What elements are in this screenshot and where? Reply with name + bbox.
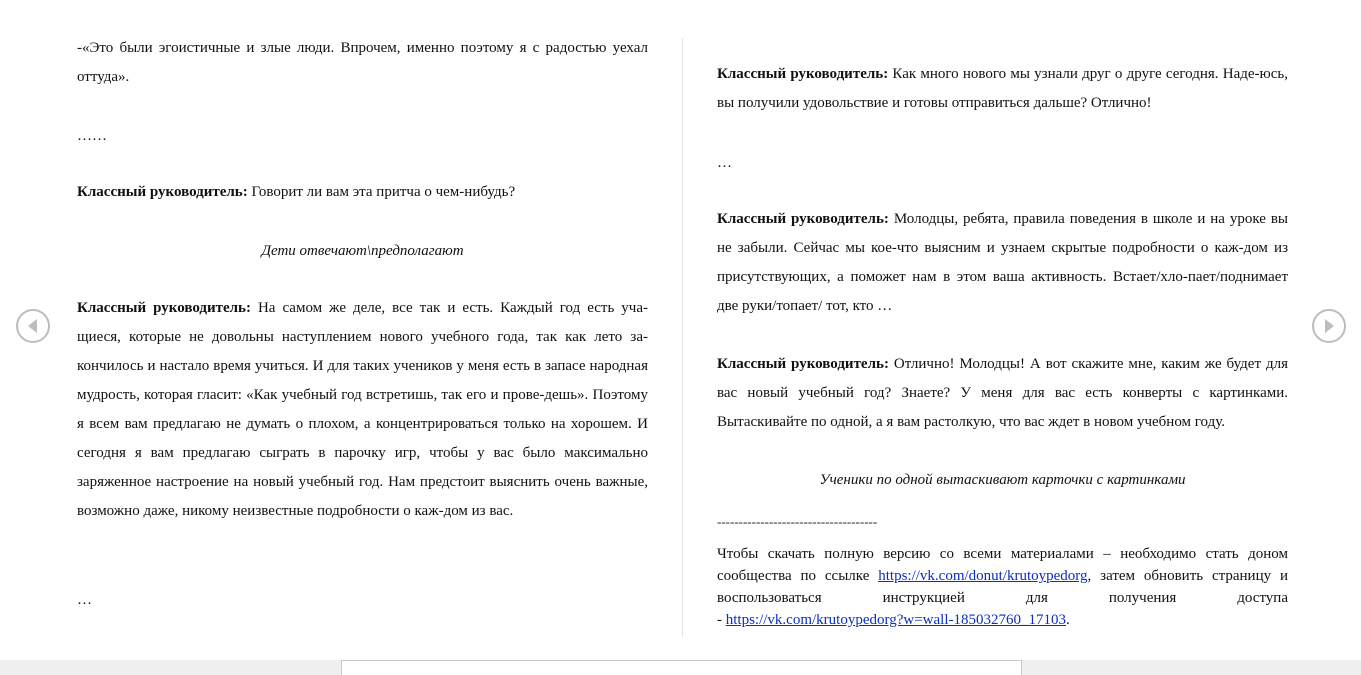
paragraph-teacher-explanation: Классный руководитель: На самом же деле, все так и есть. Каждый год есть уча-щиеся, которые не довольны наступлением нового учебного года, так как лето за-кончилось и настало время учиться. И для таких учеников у меня есть в запасе народная мудрость, которая гласит: «Как учебный год встретишь, так его и прове-дешь». Поэтому я всем вам предлагаю не думать о плохом, а концентрироваться только на хорошем. И сегодня я вам предлагаю сыграть в парочку игр, чтобы у вас было максимально заряженное настроение на новый учебный год. Нам предстоит выяснить очень важные, возможно даже, никому неизвестные подробности о каж-дом из вас. [77, 300, 648, 519]
speaker-label: Классный руководитель: [77, 184, 248, 200]
donut-link[interactable]: https://vk.com/donut/krutoypedorg [878, 568, 1088, 584]
chevron-left-icon [18, 311, 48, 341]
separator-line: ------------------------------------- [717, 514, 878, 529]
note-line: воспользоваться инструкцией для получения доступа [717, 590, 1288, 606]
paragraph-teacher-summary: Классный руководитель: Как много нового мы узнали друг о друге сегодня. Наде-юсь, вы получили удовольствие и готовы отправиться дальше? Отлично! [717, 66, 1288, 111]
paragraph-teacher-activity: Классный руководитель: Молодцы, ребята, правила поведения в школе и на уроке вы не забыли. Сейчас мы кое-что выясним и узнаем скрытые подробности о каж-дом из присутствующих, а поможет нам в этом ваша активность. Встает/хло-пает/поднимает две руки/топает/ тот, кто … [717, 211, 1288, 314]
paragraph-quote: -«Это были эгоистичные и злые люди. Впрочем, именно поэтому я с радостью уехал оттуда». [77, 40, 648, 85]
note-line: Чтобы скачать полную версию со всеми материалами – необходимо стать доном [717, 546, 1288, 562]
paragraph-teacher-question: Классный руководитель: Говорит ли вам эта притча о чем-нибудь? [77, 184, 516, 200]
speaker-label: Классный руководитель: [717, 211, 889, 227]
note-line: сообщества по ссылке https://vk.com/donut/krutoypedorg, затем обновить страницу и [717, 568, 1289, 584]
speaker-label: Классный руководитель: [717, 356, 889, 372]
next-page-button[interactable] [1312, 309, 1346, 343]
paragraph-teacher-envelopes: Классный руководитель: Отлично! Молодцы! А вот скажите мне, каким же будет для вас новый учебный год? Знаете? У меня для вас есть конверты с картинками. Вытаскивайте по одной, а я вам растолкую, что вас ждет в новом учебном году. [717, 356, 1288, 430]
next-page-preview[interactable] [341, 660, 1022, 675]
speaker-label: Классный руководитель: [77, 300, 251, 316]
ellipsis: …… [77, 128, 107, 144]
note-line: - https://vk.com/krutoypedorg?w=wall-185032760_17103. [717, 612, 1070, 628]
wall-post-link[interactable]: https://vk.com/krutoypedorg?w=wall-185032760_17103 [725, 612, 1066, 628]
chevron-right-icon [1314, 311, 1344, 341]
stage-direction: Ученики по одной вытаскивают карточки с картинками [819, 472, 1186, 488]
ellipsis: … [77, 592, 92, 608]
previous-page-button[interactable] [16, 309, 50, 343]
download-note [717, 543, 1288, 631]
stage-direction: Дети отвечают\предполагают [261, 243, 464, 259]
column-divider [682, 38, 683, 636]
speaker-label: Классный руководитель: [717, 66, 889, 82]
ellipsis: … [717, 155, 732, 171]
